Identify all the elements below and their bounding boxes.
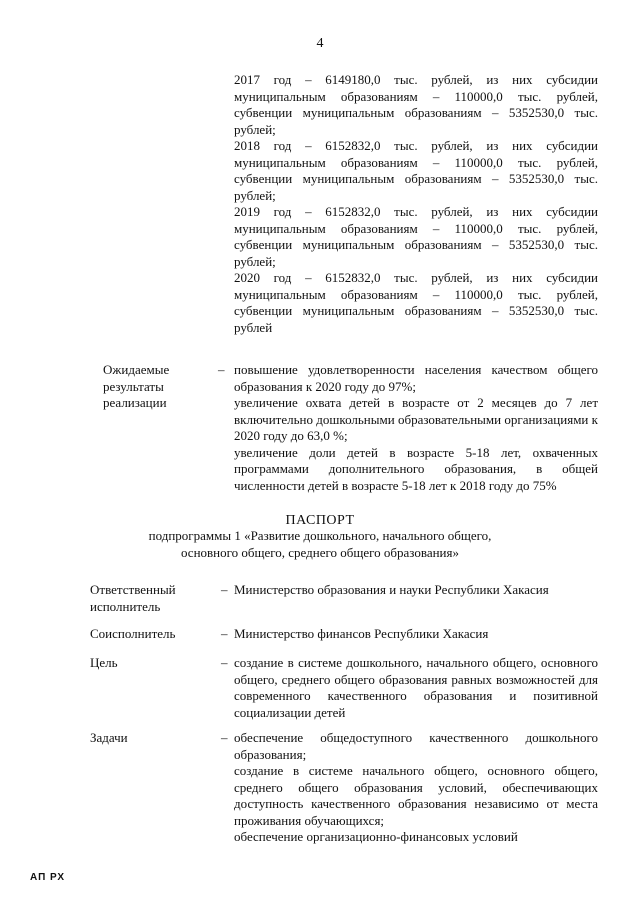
co-executor-value: Министерство финансов Республики Хакасия <box>234 626 489 641</box>
expected-item: увеличение охвата детей в возрасте от 2 месяцев до 7 лет включительно дошкольными образовательными организациями к 2020 году до 63,0 %; <box>234 395 598 443</box>
funding-2018: 2018 год – 6152832,0 тыс. рублей, из них субсидии муниципальным образованиям – 110000,0 тыс. рублей, субвенции муниципальным образованиям – 5352530,0 тыс. рублей; <box>234 138 598 203</box>
goal-label: Цель <box>90 655 118 670</box>
dash: – <box>221 655 228 670</box>
funding-block <box>234 72 598 336</box>
tasks-label: Задачи <box>90 730 128 745</box>
funding-2017: 2017 год – 6149180,0 тыс. рублей, из них субсидии муниципальным образованиям – 110000,0 тыс. рублей, субвенции муниципальным образованиям – 5352530,0 тыс. рублей; <box>234 72 598 137</box>
expected-results-value <box>234 362 598 494</box>
task-item: обеспечение общедоступного качественного дошкольного образования; <box>234 730 598 762</box>
task-item: обеспечение организационно-финансовых условий <box>234 829 518 844</box>
page-number: 4 <box>316 36 324 51</box>
funding-2020: 2020 год – 6152832,0 тыс. рублей, из них субсидии муниципальным образованиям – 110000,0 тыс. рублей, субвенции муниципальным образованиям – 5352530,0 тыс. рублей <box>234 270 598 335</box>
dash: – <box>221 626 228 641</box>
archive-stamp: АП РХ <box>30 872 66 883</box>
goal-value: создание в системе дошкольного, начального общего, основного общего, среднего общего образования равных возможностей для современного качественного образования и позитивной социализации детей <box>234 655 598 720</box>
expected-item: увеличение доли детей в возрасте 5-18 лет, охваченных программами дополнительного образования, в общей численности детей в возрасте 5-18 лет к 2018 году до 75% <box>234 444 598 493</box>
tasks-value <box>234 730 598 846</box>
funding-2019: 2019 год – 6152832,0 тыс. рублей, из них субсидии муниципальным образованиям – 110000,0 тыс. рублей, субвенции муниципальным образованиям – 5352530,0 тыс. рублей; <box>234 204 598 269</box>
dash: – <box>218 362 225 377</box>
task-item: создание в системе начального общего, основного общего, среднего общего образования условий, обеспечивающих доступность качественного образования независимо от места проживания обучающихся; <box>234 763 598 828</box>
expected-item: повышение удовлетворенности населения качеством общего образования к 2020 году до 97%; <box>234 362 598 394</box>
responsible-value: Министерство образования и науки Республики Хакасия <box>234 582 549 597</box>
dash: – <box>221 582 228 597</box>
expected-results-label: Ожидаемые результаты реализации <box>103 362 170 410</box>
co-executor-label: Соисполнитель <box>90 626 176 641</box>
responsible-label: Ответственный исполнитель <box>90 582 176 614</box>
passport-title: ПАСПОРТ <box>285 513 355 528</box>
dash: – <box>221 730 228 745</box>
passport-subtitle: подпрограммы 1 «Развитие дошкольного, начального общего, основного общего, среднего общего образования» <box>148 528 492 560</box>
